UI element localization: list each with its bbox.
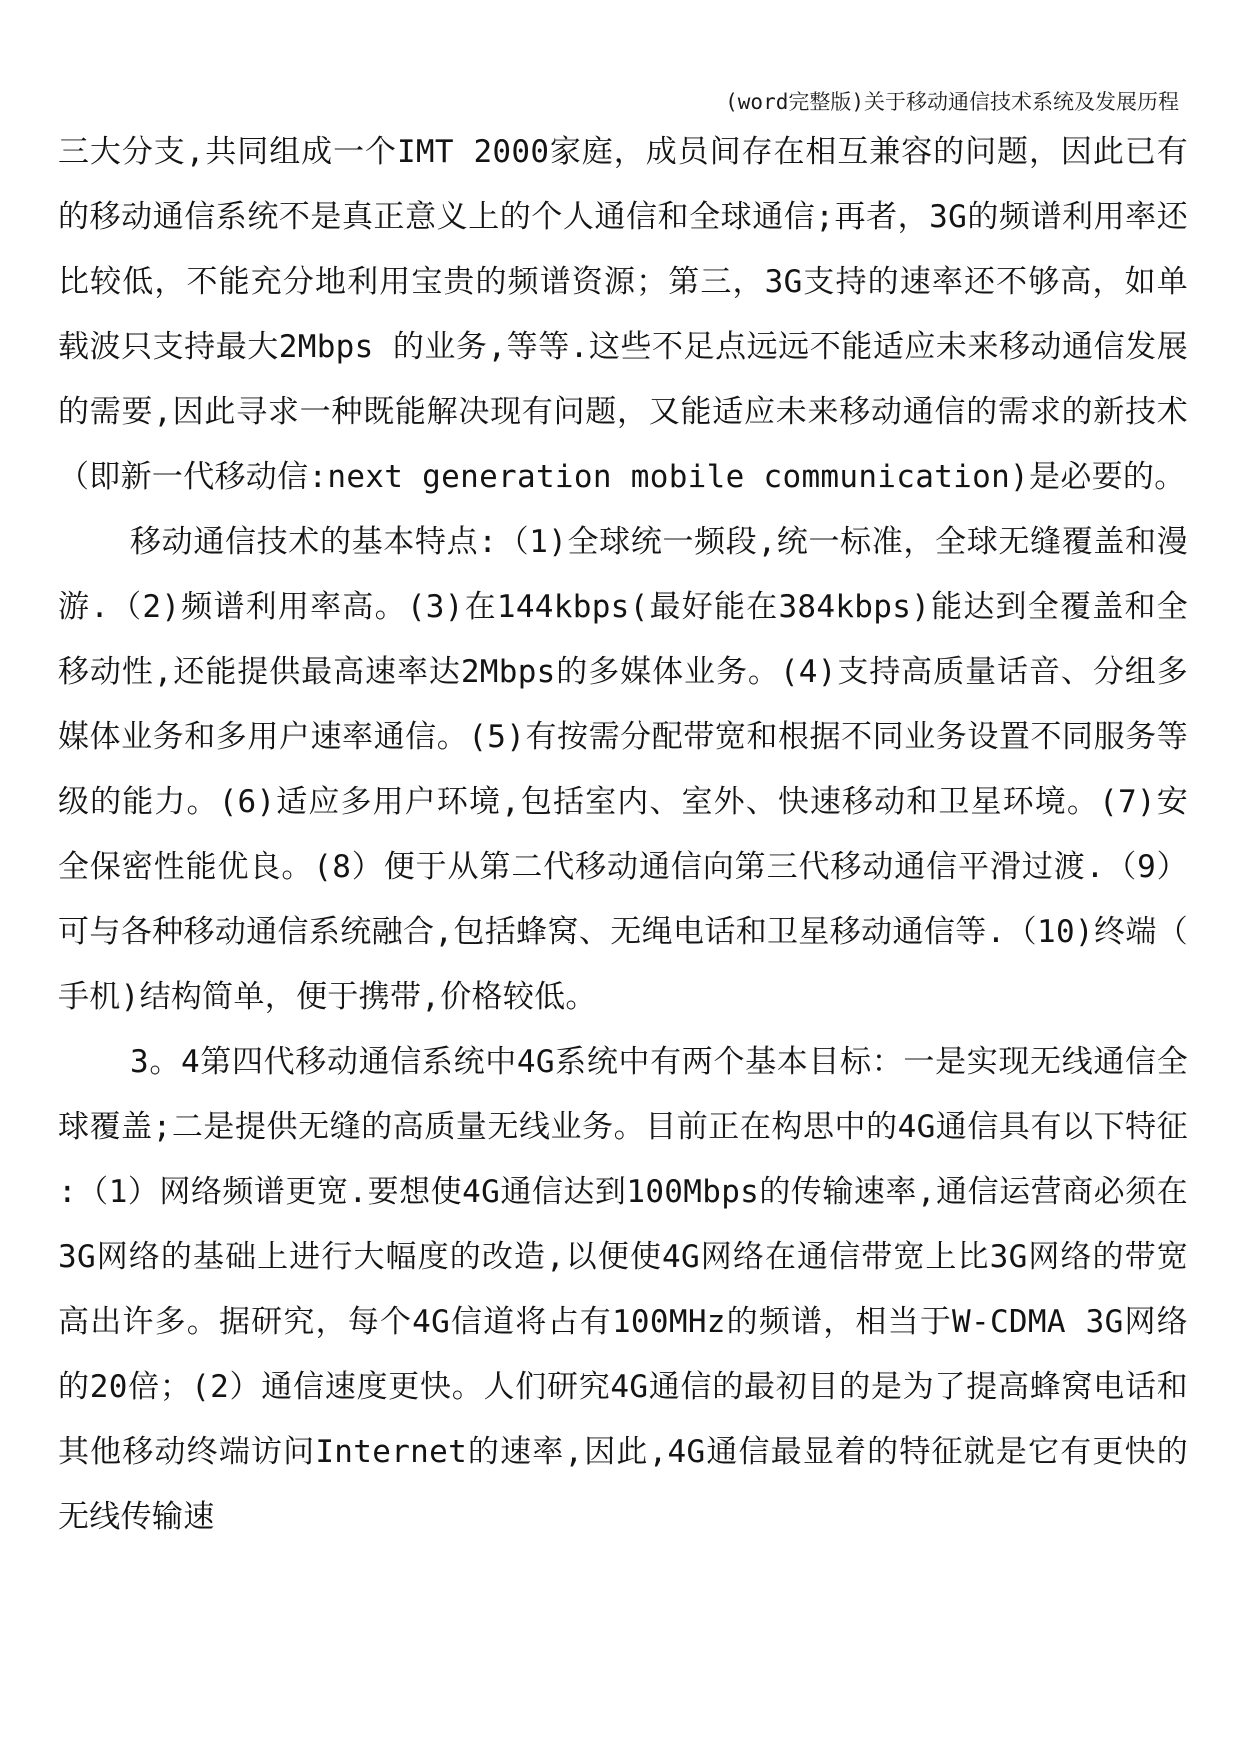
paragraph-3g-limitations: 三大分支,共同组成一个IMT 2000家庭，成员间存在相互兼容的问题，因此已有的移动通信系统不是真正意义上的个人通信和全球通信;再者，3G的频谱利用率还比较低，不能充分地利用宝贵的频谱资源；第三，3G支持的速率还不够高，如单载波只支持最大2Mbps 的业务,等等.这些不足点远远不能适应未来移动通信发展的需要,因此寻求一种既能解决现有问题，又能适应未来移动通信的需求的新技术（即新一代移动信:next generation mobile communication)是必要的。: [58, 134, 1188, 495]
paragraph-basic-features: 移动通信技术的基本特点:（1)全球统一频段,统一标准，全球无缝覆盖和漫游.（2)频谱利用率高。(3)在144kbps(最好能在384kbps)能达到全覆盖和全移动性,还能提供最高速率达2Mbps的多媒体业务。(4)支持高质量话音、分组多媒体业务和多用户速率通信。(5)有按需分配带宽和根据不同业务设置不同服务等级的能力。(6)适应多用户环境,包括室内、室外、快速移动和卫星环境。(7)安全保密性能优良。(8）便于从第二代移动通信向第三代移动通信平滑过渡.（9）可与各种移动通信系统融合,包括蜂窝、无绳电话和卫星移动通信等.（10)终端（手机)结构简单，便于携带,价格较低。: [58, 524, 1188, 1015]
paragraph-4g-goals: 3。4第四代移动通信系统中4G系统中有两个基本目标：一是实现无线通信全球覆盖;二是提供无缝的高质量无线业务。目前正在构思中的4G通信具有以下特征:（1）网络频谱更宽.要想使4G通信达到100Mbps的传输速率,通信运营商必须在3G网络的基础上进行大幅度的改造,以便使4G网络在通信带宽上比3G网络的带宽高出许多。据研究，每个4G信道将占有100MHz的频谱，相当于W-CDMA 3G网络的20倍；(2）通信速度更快。人们研究4G通信的最初目的是为了提高蜂窝电话和其他移动终端访问Internet的速率,因此,4G通信最显着的特征就是它有更快的无线传输速: [58, 1044, 1188, 1535]
running-header: (word完整版)关于移动通信技术系统及发展历程: [725, 90, 1179, 114]
document-body: [58, 120, 1188, 1550]
